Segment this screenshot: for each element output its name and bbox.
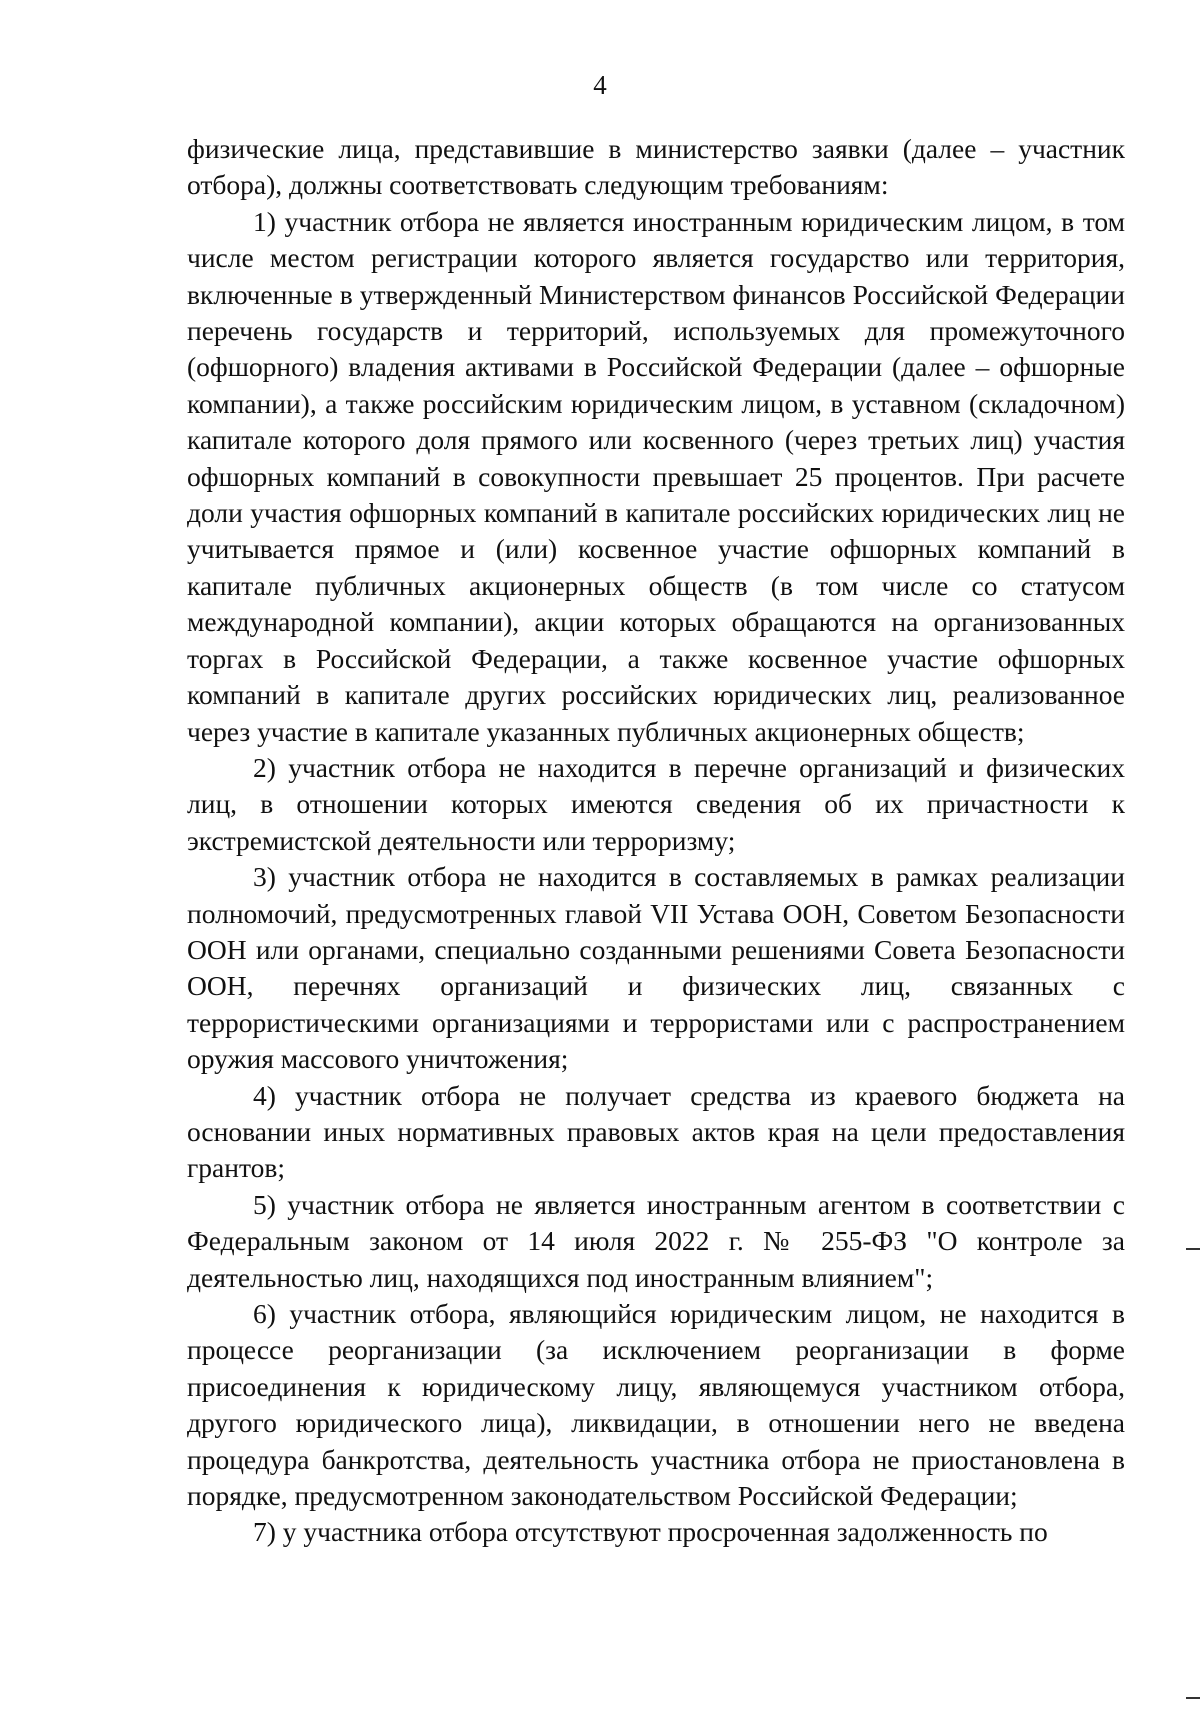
paragraph-intro: физические лица, представившие в министерство заявки (далее – участник отбора), должны соответствовать следующим требованиям: <box>187 133 1125 201</box>
paragraph-item-2: 2) участник отбора не находится в перечне организаций и физических лиц, в отношении которых имеются сведения об их причастности к экстремистской деятельности или терроризму; <box>187 751 1125 856</box>
paragraph-item-5: 5) участник отбора не является иностранным агентом в соответствии с Федеральным законом от 14 июля 2022 г. № 255-ФЗ "О контроле за деятельностью лиц, находящихся под иностранным влиянием"; <box>187 1188 1125 1293</box>
paragraph-item-4: 4) участник отбора не получает средства из краевого бюджета на основании иных нормативных правовых актов края на цели предоставления грантов; <box>187 1079 1125 1184</box>
paragraph-item-6: 6) участник отбора, являющийся юридическим лицом, не находится в процессе реорганизации (за исключением реорганизации в форме присоединения к юридическому лицу, являющемуся участником отбора, другого юридического лица), ликвидации, в отношении него не введена процедура банкротства, деятельность участника отбора не приостановлена в порядке, предусмотренном законодательством Российской Федерации; <box>187 1298 1125 1512</box>
paragraph-item-7: 7) у участника отбора отсутствуют просроченная задолженность по <box>253 1516 1048 1548</box>
paragraph-item-3: 3) участник отбора не находится в составляемых в рамках реализации полномочий, предусмотренных главой VII Устава ООН, Советом Безопасности ООН или органами, специально созданными решениями Совета Безопасности ООН, перечнях организаций и физических лиц, связанных с террористическими организациями и террористами или с распространением оружия массового уничтожения; <box>187 861 1125 1075</box>
document-body <box>187 131 1125 1551</box>
page-number: 4 <box>593 70 607 100</box>
scan-edge-mark <box>1186 1697 1200 1699</box>
paragraph-item-1: 1) участник отбора не является иностранным юридическим лицом, в том числе местом регистрации которого является государство или территория, включенные в утвержденный Министерством финансов Российской Федерации перечень государств и территорий, используемых для промежуточного (офшорного) владения активами в Российской Федерации (далее – офшорные компании), а также российским юридическим лицом, в уставном (складочном) капитале которого доля прямого или косвенного (через третьих лиц) участия офшорных компаний в совокупности превышает 25 процентов. При расчете доли участия офшорных компаний в капитале российских юридических лиц не учитывается прямое и (или) косвенное участие офшорных компаний в капитале публичных акционерных обществ (в том числе со статусом международной компании), акции которых обращаются на организованных торгах в Российской Федерации, а также косвенное участие офшорных компаний в капитале других российских юридических лиц, реализованное через участие в капитале указанных публичных акционерных обществ; <box>187 205 1125 747</box>
scan-edge-mark <box>1186 1248 1200 1250</box>
